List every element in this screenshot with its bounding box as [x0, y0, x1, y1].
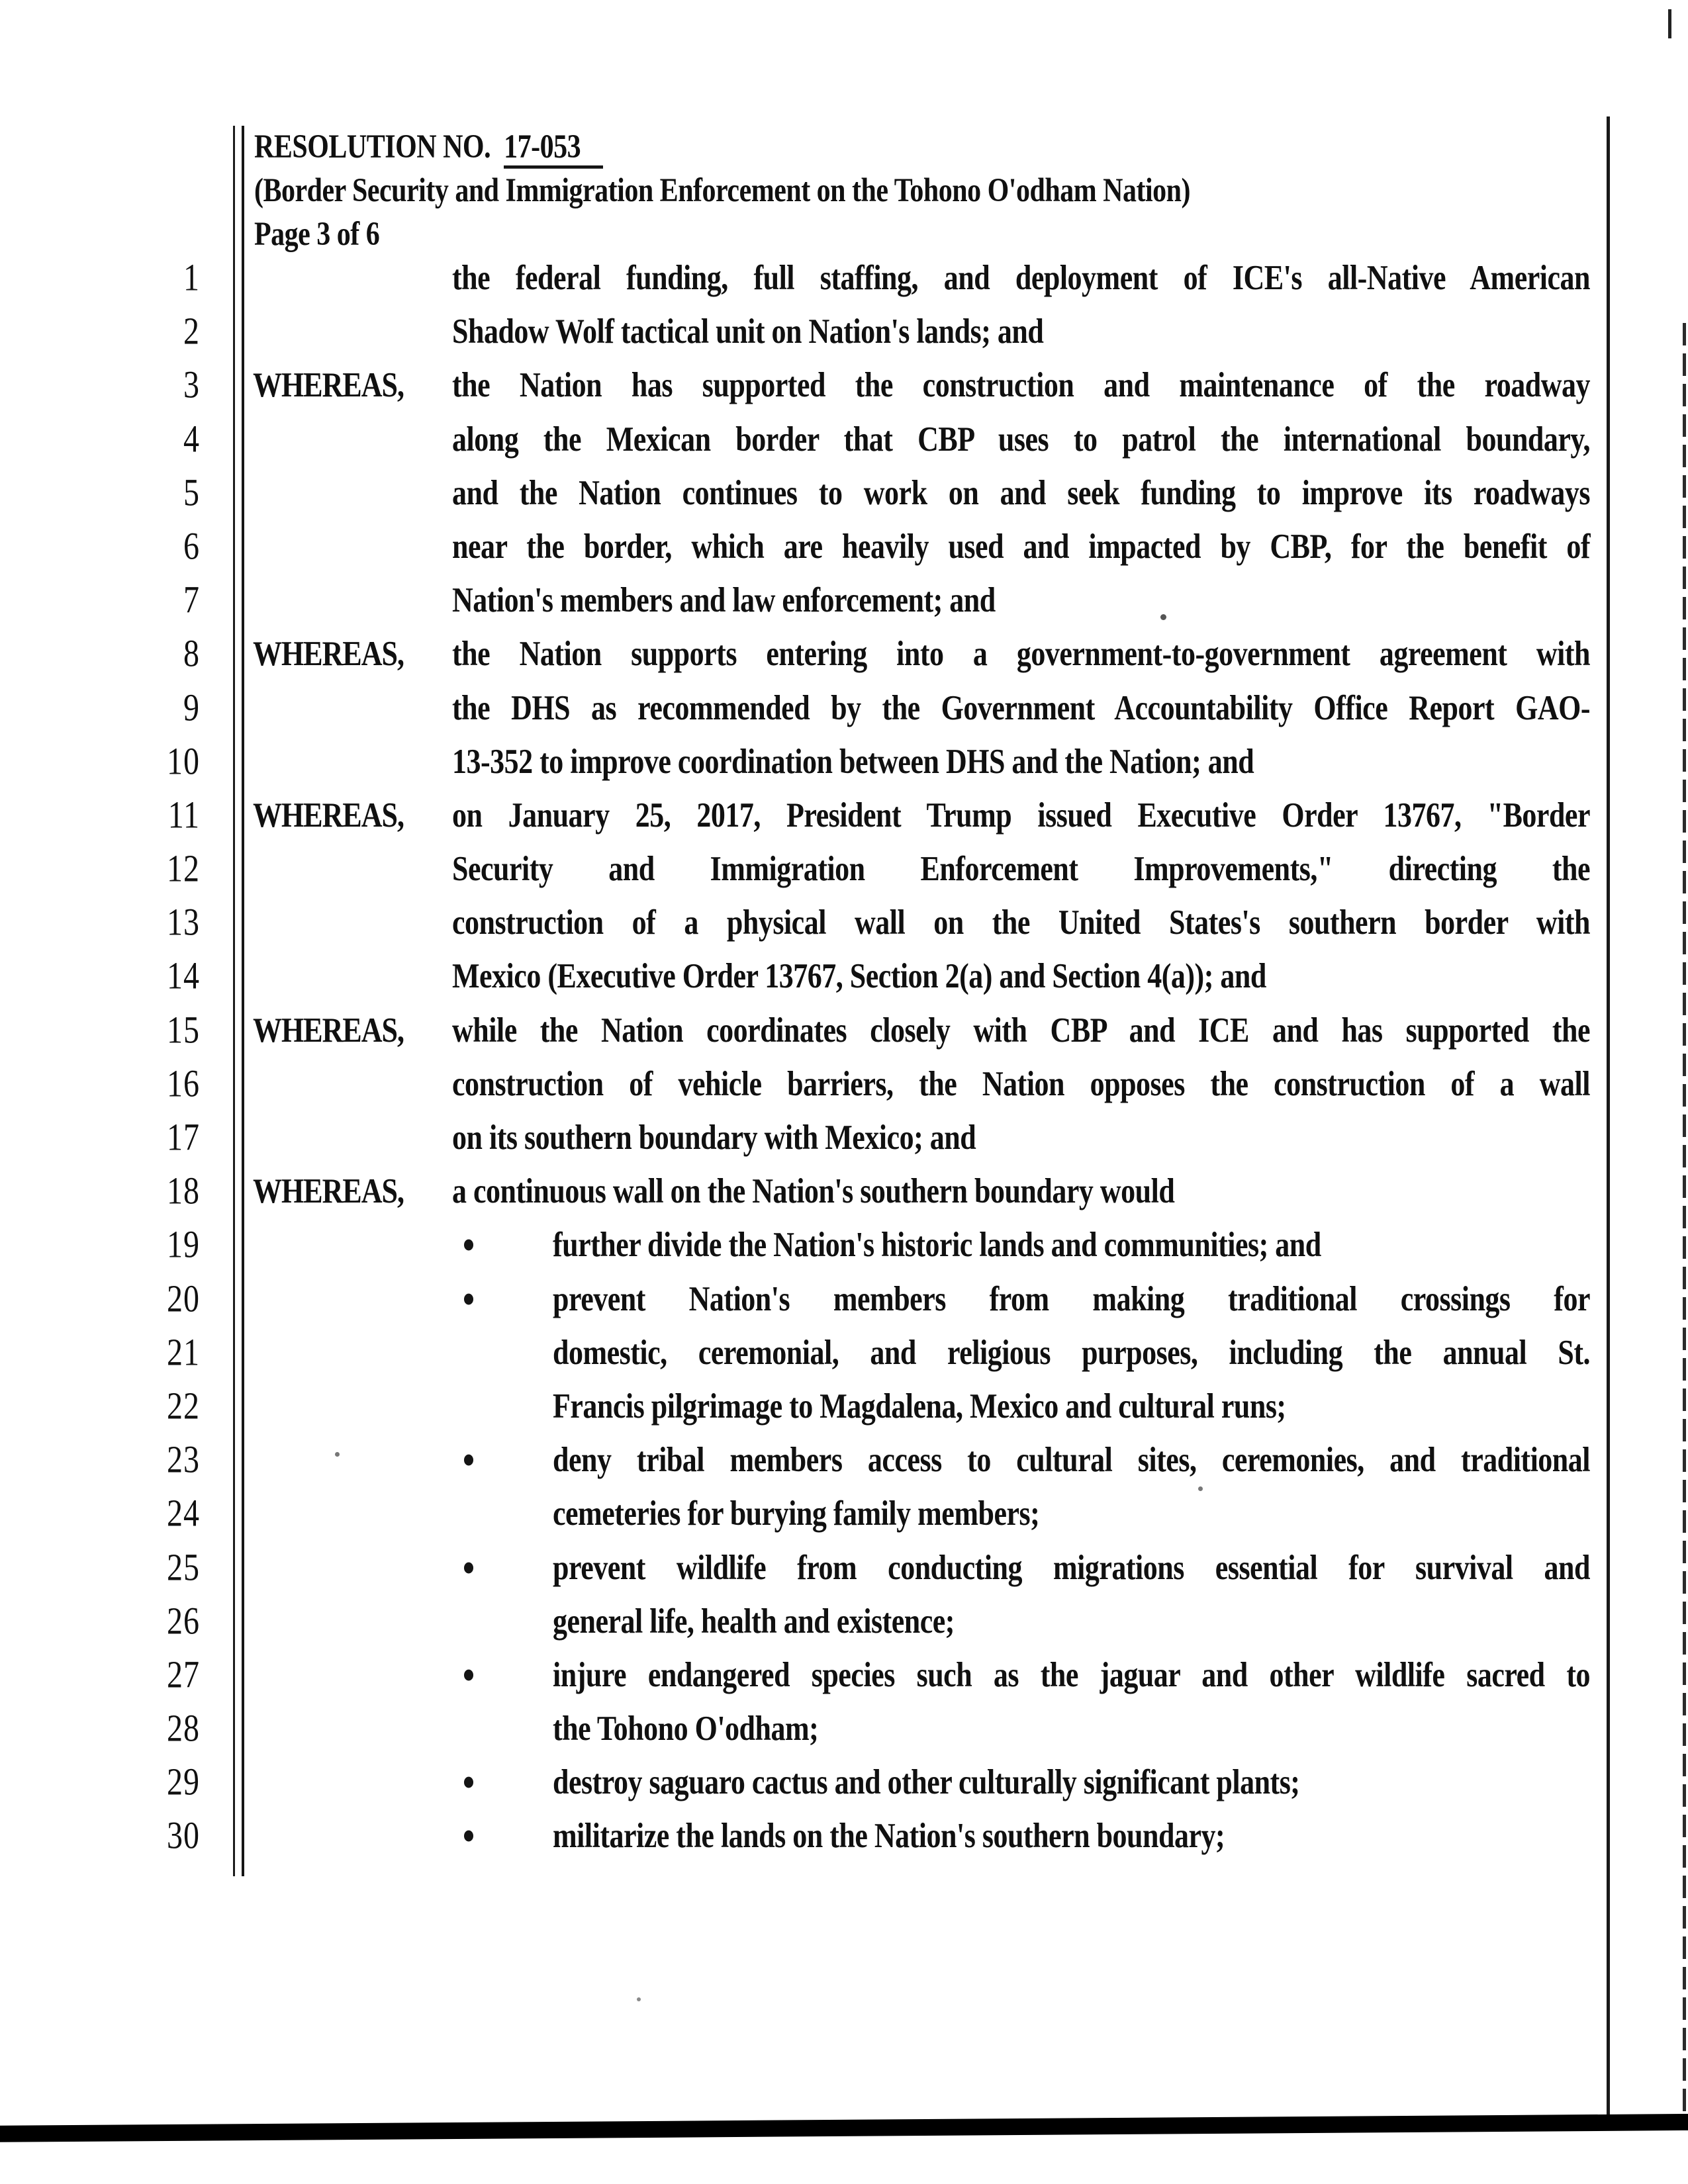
document-line — [0, 1809, 1688, 1862]
line-number: 5 — [183, 471, 200, 514]
document-line — [0, 412, 1688, 466]
line-text: the Tohono O'odham; — [553, 1709, 819, 1748]
document-line — [0, 573, 1688, 627]
line-number: 25 — [167, 1545, 200, 1589]
bullet-icon — [464, 1562, 473, 1573]
line-number: 21 — [167, 1330, 200, 1374]
scan-speck — [1668, 9, 1671, 38]
whereas-label: WHEREAS, — [253, 1171, 404, 1211]
bullet-icon — [464, 1831, 473, 1842]
line-number: 12 — [167, 847, 200, 890]
whereas-label: WHEREAS, — [253, 795, 404, 835]
document-line — [0, 1003, 1688, 1057]
document-line — [0, 1755, 1688, 1809]
line-text: along the Mexican border that CBP uses to patrol the international boundary, — [452, 419, 1590, 459]
bullet-icon — [464, 1293, 473, 1304]
line-number: 10 — [167, 739, 200, 783]
line-text: general life, health and existence; — [553, 1601, 955, 1641]
document-line — [0, 1702, 1688, 1755]
line-number: 14 — [167, 954, 200, 998]
document-line — [0, 1648, 1688, 1702]
document-line — [0, 520, 1688, 573]
line-text: and the Nation continues to work on and seek funding to improve its roadways — [452, 473, 1590, 512]
line-number: 16 — [167, 1062, 200, 1105]
resolution-label: RESOLUTION NO. — [254, 128, 491, 165]
line-number: 4 — [183, 417, 200, 461]
line-number: 11 — [167, 794, 200, 837]
document-line — [0, 1486, 1688, 1540]
line-text: injure endangered species such as the jaguar and other wildlife sacred to — [553, 1655, 1590, 1694]
bullet-icon — [464, 1777, 473, 1788]
resolution-number: 17-053 — [504, 129, 603, 169]
line-text: construction of a physical wall on the United States's southern border with — [452, 903, 1590, 942]
line-number: 9 — [183, 686, 200, 729]
document-line — [0, 681, 1688, 735]
line-text: on its southern boundary with Mexico; and — [452, 1118, 976, 1157]
resolution-subtitle: (Border Security and Immigration Enforcement on the Tohono O'odham Nation) — [254, 172, 1191, 209]
document-line — [0, 358, 1688, 412]
line-number: 2 — [183, 310, 200, 353]
line-text: 13-352 to improve coordination between DHS and the Nation; and — [452, 741, 1254, 781]
line-text: further divide the Nation's historic lands and communities; and — [553, 1225, 1321, 1265]
line-text: Francis pilgrimage to Magdalena, Mexico and cultural runs; — [553, 1387, 1286, 1426]
line-number: 3 — [183, 363, 200, 407]
line-text: a continuous wall on the Nation's southern boundary would — [452, 1171, 1175, 1211]
document-line — [0, 1541, 1688, 1594]
line-text: near the border, which are heavily used and impacted by CBP, for the benefit of — [452, 527, 1590, 566]
bullet-icon — [464, 1670, 473, 1681]
line-number: 7 — [183, 578, 200, 621]
bullet-icon — [464, 1240, 473, 1251]
whereas-label: WHEREAS, — [253, 365, 404, 405]
document-line — [0, 1057, 1688, 1111]
line-text: Nation's members and law enforcement; and — [452, 580, 996, 620]
document-line — [0, 735, 1688, 788]
line-text: construction of vehicle barriers, the Nation opposes the construction of a wall — [452, 1064, 1590, 1103]
scan-speck — [637, 1997, 641, 2001]
line-number: 1 — [183, 256, 200, 299]
line-text: deny tribal members access to cultural sites, ceremonies, and traditional — [553, 1440, 1590, 1480]
line-text: domestic, ceremonial, and religious purposes, including the annual St. — [553, 1332, 1590, 1372]
document-line — [0, 1218, 1688, 1271]
document-line — [0, 1594, 1688, 1648]
line-number: 17 — [167, 1116, 200, 1159]
document-line — [0, 949, 1688, 1003]
document-line — [0, 1433, 1688, 1486]
line-text: prevent wildlife from conducting migrations essential for survival and — [553, 1547, 1590, 1587]
line-number: 20 — [167, 1277, 200, 1320]
page-info: Page 3 of 6 — [254, 216, 380, 253]
line-number: 24 — [167, 1492, 200, 1535]
document-line — [0, 627, 1688, 680]
line-number: 23 — [167, 1438, 200, 1481]
bullet-icon — [464, 1455, 473, 1466]
line-text: the federal funding, full staffing, and deployment of ICE's all-Native American — [452, 258, 1590, 297]
document-line — [0, 1272, 1688, 1326]
document-body — [0, 251, 1688, 1863]
document-line — [0, 788, 1688, 842]
line-number: 8 — [183, 632, 200, 676]
whereas-label: WHEREAS, — [253, 1010, 404, 1050]
document-line — [0, 1111, 1688, 1164]
line-text: the DHS as recommended by the Government Accountability Office Report GAO- — [452, 688, 1590, 727]
document-line — [0, 1379, 1688, 1433]
line-text: the Nation supports entering into a government-to-government agreement with — [452, 634, 1590, 674]
line-text: Shadow Wolf tactical unit on Nation's lands; and — [452, 312, 1044, 351]
line-number: 27 — [167, 1653, 200, 1696]
line-text: cemeteries for burying family members; — [553, 1494, 1040, 1533]
line-number: 19 — [167, 1223, 200, 1267]
line-number: 30 — [167, 1814, 200, 1858]
line-text: militarize the lands on the Nation's southern boundary; — [553, 1816, 1225, 1856]
whereas-label: WHEREAS, — [253, 634, 404, 674]
document-line — [0, 895, 1688, 949]
line-text: prevent Nation's members from making traditional crossings for — [553, 1279, 1590, 1318]
document-line — [0, 466, 1688, 520]
line-number: 18 — [167, 1169, 200, 1212]
line-text: Security and Immigration Enforcement Improvements," directing the — [452, 849, 1590, 888]
line-text: destroy saguaro cactus and other culturally significant plants; — [553, 1762, 1300, 1802]
line-text: while the Nation coordinates closely with CBP and ICE and has supported the — [452, 1010, 1590, 1050]
line-number: 13 — [167, 901, 200, 944]
line-number: 6 — [183, 525, 200, 568]
line-text: on January 25, 2017, President Trump issued Executive Order 13767, "Border — [452, 795, 1590, 835]
line-number: 22 — [167, 1385, 200, 1428]
document-line — [0, 304, 1688, 358]
document-line — [0, 842, 1688, 895]
line-text: the Nation has supported the construction and maintenance of the roadway — [452, 365, 1590, 405]
document-line — [0, 1164, 1688, 1218]
line-number: 29 — [167, 1760, 200, 1804]
document-line — [0, 1326, 1688, 1379]
line-number: 15 — [167, 1008, 200, 1052]
scan-artifact-bar — [0, 2114, 1688, 2142]
document-line — [0, 251, 1688, 304]
line-number: 26 — [167, 1599, 200, 1643]
line-text: Mexico (Executive Order 13767, Section 2(a) and Section 4(a)); and — [452, 956, 1266, 996]
line-number: 28 — [167, 1707, 200, 1750]
document-header — [254, 126, 1190, 257]
resolution-title-line — [254, 126, 1190, 169]
